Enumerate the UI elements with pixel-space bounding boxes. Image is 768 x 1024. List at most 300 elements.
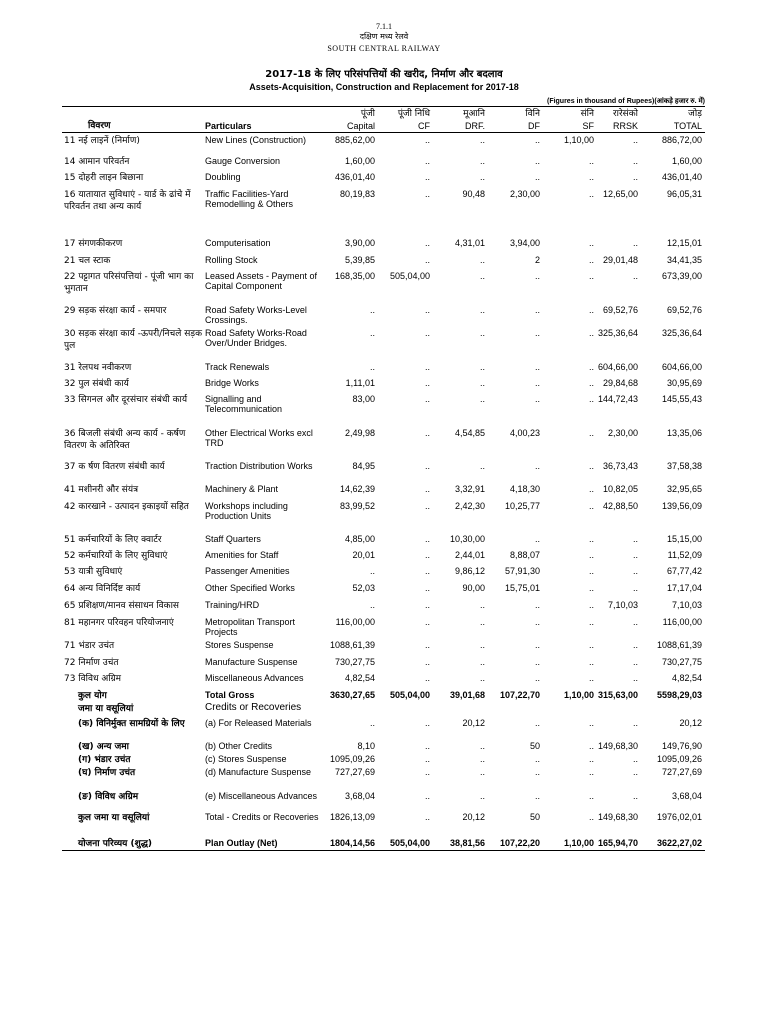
col-header-hindi: संनि [580, 109, 594, 119]
row-value: 505,04,00 [389, 271, 430, 281]
row-value: .. [424, 189, 430, 199]
row-value: 42,88,50 [602, 501, 638, 511]
row-value: 20,01 [352, 550, 375, 560]
row-value: 3630,27,65 [329, 690, 375, 700]
row-value: .. [534, 718, 540, 728]
row-label: Amenities for Staff [205, 550, 279, 560]
row-value: 39,01,68 [449, 690, 485, 700]
row-value: 3,94,00 [509, 238, 540, 248]
row-value: 1095,09,26 [329, 754, 375, 764]
row-value: 10,30,00 [449, 534, 485, 544]
row-label-hindi: 64 अन्य विनिर्दिष्ट कार्य [64, 584, 141, 594]
row-label-hindi: 29 सड़क संरक्षा कार्य - समपार [64, 306, 167, 316]
railway-name: SOUTH CENTRAL RAILWAY [327, 44, 441, 53]
row-value: 3622,27,02 [656, 838, 702, 848]
row-value: 3,68,04 [344, 791, 375, 801]
col-header-hindi: मूआनि [463, 109, 485, 119]
row-label: Workshops including Production Units [205, 501, 288, 521]
row-label: Machinery & Plant [205, 484, 279, 494]
row-value: .. [588, 484, 594, 494]
row-label-hindi: 72 निर्माण उचंत [64, 658, 119, 668]
row-value: 1,10,00 [563, 135, 594, 145]
row-value: 15,75,01 [504, 583, 540, 593]
row-label: Miscellaneous Advances [205, 673, 304, 683]
row-value: 29,84,68 [602, 378, 638, 388]
row-value: .. [632, 673, 638, 683]
row-value: .. [632, 640, 638, 650]
row-label-hindi: 31 रेलपथ नवीकरण [64, 363, 132, 373]
row-value: .. [632, 754, 638, 764]
row-value: 107,22,20 [499, 838, 540, 848]
row-value: .. [424, 484, 430, 494]
row-value: 604,66,00 [661, 362, 702, 372]
row-label-hindi: जमा या वसूलियां [78, 704, 134, 714]
row-label: Metropolitan Transport Projects [205, 617, 296, 637]
row-label: Passenger Amenities [205, 566, 290, 576]
row-value: 727,27,69 [661, 767, 702, 777]
row-value: .. [424, 566, 430, 576]
row-value: 4,54,85 [454, 428, 485, 438]
row-label-hindi: 51 कर्मचारियों के लिए क्वार्टर [64, 535, 162, 545]
row-value: 139,56,09 [661, 501, 702, 511]
row-label: Gauge Conversion [205, 156, 281, 166]
row-value: 20,12 [462, 718, 485, 728]
row-value: 20,12 [679, 718, 702, 728]
row-value: 5598,29,03 [656, 690, 702, 700]
row-value: 1088,61,39 [329, 640, 375, 650]
row-label-hindi: योजना परिव्यय (शुद्ध) [78, 839, 153, 849]
desc-header-hindi: विवरण [88, 121, 111, 131]
row-value: .. [588, 394, 594, 404]
row-label: Training/HRD [205, 600, 260, 610]
row-value: .. [424, 812, 430, 822]
row-value: .. [588, 238, 594, 248]
row-value: .. [479, 255, 485, 265]
row-value: 29,01,48 [602, 255, 638, 265]
row-value: 1,60,00 [344, 156, 375, 166]
row-value: .. [424, 600, 430, 610]
row-label: (d) Manufacture Suspense [205, 767, 312, 777]
row-value: .. [534, 791, 540, 801]
col-header: Capital [346, 121, 375, 131]
row-label-hindi: 42 कारखाने - उत्पादन इकाइयों सहित [64, 502, 189, 512]
row-label: Other Electrical Works excl TRD [205, 428, 313, 448]
row-value: .. [588, 550, 594, 560]
row-label: Doubling [205, 172, 241, 182]
row-value: 17,17,04 [666, 583, 702, 593]
row-value: 1804,14,56 [329, 838, 375, 848]
row-value: .. [588, 428, 594, 438]
row-label: Bridge Works [205, 378, 259, 388]
row-value: 57,91,30 [504, 566, 540, 576]
row-value: .. [588, 812, 594, 822]
row-label: New Lines (Construction) [205, 135, 307, 145]
row-value: .. [534, 754, 540, 764]
row-value: .. [632, 791, 638, 801]
row-value: 2,30,00 [509, 189, 540, 199]
row-value: .. [424, 428, 430, 438]
row-value: 5,39,85 [344, 255, 375, 265]
row-value: .. [534, 156, 540, 166]
row-value: .. [588, 566, 594, 576]
row-value: 730,27,75 [334, 657, 375, 667]
row-value: 149,76,90 [661, 741, 702, 751]
row-label-hindi: 11 नई लाइनें (निर्माण) [64, 136, 140, 146]
row-value: 436,01,40 [661, 172, 702, 182]
row-label: Rolling Stock [205, 255, 258, 265]
row-value: 4,31,01 [454, 238, 485, 248]
row-value: .. [424, 657, 430, 667]
row-label: Track Renewals [205, 362, 270, 372]
row-value: .. [534, 534, 540, 544]
row-label: Road Safety Works-Road Over/Under Bridges. [205, 328, 307, 348]
row-value: 2,49,98 [344, 428, 375, 438]
row-label-hindi: 14 आमान परिवर्तन [64, 157, 130, 167]
row-label-hindi: कुल योग [78, 691, 107, 701]
row-value: .. [588, 305, 594, 315]
row-value: 32,95,65 [666, 484, 702, 494]
bottom-rule [62, 850, 705, 851]
row-value: .. [369, 566, 375, 576]
row-value: .. [534, 271, 540, 281]
row-value: 9,86,12 [454, 566, 485, 576]
row-value: 37,58,38 [666, 461, 702, 471]
row-value: 2,42,30 [454, 501, 485, 511]
row-value: 12,65,00 [602, 189, 638, 199]
row-value: .. [424, 550, 430, 560]
row-label-hindi: 22 पट्टागत परिसंपत्तियां - पूंजी भाग का भुगतान [64, 272, 194, 294]
row-value: 1,10,00 [563, 690, 594, 700]
row-value: .. [479, 135, 485, 145]
row-value: .. [424, 394, 430, 404]
row-label-hindi: 32 पुल संबंधी कार्य [64, 379, 129, 389]
row-value: .. [479, 305, 485, 315]
row-value: .. [479, 600, 485, 610]
row-value: 1095,09,26 [656, 754, 702, 764]
row-value: .. [479, 640, 485, 650]
row-value: 12,15,01 [666, 238, 702, 248]
row-value: 107,22,70 [499, 690, 540, 700]
row-value: .. [632, 657, 638, 667]
row-value: 145,55,43 [661, 394, 702, 404]
row-value: 1,11,01 [345, 378, 375, 388]
row-value: .. [424, 172, 430, 182]
row-value: .. [534, 305, 540, 315]
row-value: .. [534, 767, 540, 777]
row-value: 80,19,83 [339, 189, 375, 199]
row-value: .. [588, 600, 594, 610]
row-label-hindi: (ख) अन्य जमा [78, 742, 129, 752]
row-value: 8,10 [357, 741, 375, 751]
row-value: .. [479, 271, 485, 281]
col-header: DF [528, 121, 540, 131]
row-value: .. [479, 657, 485, 667]
row-value: .. [534, 673, 540, 683]
col-header-hindi: जोड़ [688, 109, 702, 119]
row-value: .. [534, 461, 540, 471]
col-header-hindi: रारेसंको [612, 109, 638, 119]
row-value: 144,72,43 [597, 394, 638, 404]
row-label: Manufacture Suspense [205, 657, 298, 667]
row-value: .. [424, 156, 430, 166]
row-value: .. [369, 305, 375, 315]
row-value: 14,62,39 [339, 484, 375, 494]
row-value: 52,03 [352, 583, 375, 593]
row-value: .. [479, 673, 485, 683]
row-value: 505,04,00 [389, 838, 430, 848]
row-value: .. [588, 461, 594, 471]
row-value: .. [588, 741, 594, 751]
row-value: .. [424, 328, 430, 338]
row-label: Traffic Facilities-Yard Remodelling & Others [205, 189, 294, 209]
row-value: .. [424, 754, 430, 764]
row-value: .. [479, 461, 485, 471]
row-value: 604,66,00 [597, 362, 638, 372]
row-value: .. [424, 238, 430, 248]
row-value: .. [479, 172, 485, 182]
row-value: .. [632, 566, 638, 576]
row-value: .. [424, 767, 430, 777]
row-value: .. [534, 135, 540, 145]
row-value: 4,18,30 [509, 484, 540, 494]
title-english: Assets-Acquisition, Construction and Replacement for 2017-18 [249, 82, 519, 92]
row-label-hindi: 30 सड़क संरक्षा कार्य -ऊपरी/निचले सड़क पुल [64, 329, 203, 351]
row-value: .. [369, 600, 375, 610]
row-label-hindi: 71 भंडार उचंत [64, 641, 115, 651]
row-value: .. [632, 238, 638, 248]
col-header: DRF. [465, 121, 485, 131]
row-value: 4,82,54 [344, 673, 375, 683]
row-value: 10,25,77 [504, 501, 540, 511]
row-value: .. [632, 617, 638, 627]
row-value: 4,85,00 [344, 534, 375, 544]
row-label: Other Specified Works [205, 583, 295, 593]
row-value: .. [588, 718, 594, 728]
row-value: .. [424, 501, 430, 511]
row-label: Credits or Recoveries [205, 702, 302, 713]
row-value: .. [424, 617, 430, 627]
row-value: .. [424, 362, 430, 372]
row-value: .. [534, 640, 540, 650]
row-value: .. [632, 550, 638, 560]
row-label-hindi: 17 संगणकीकरण [64, 239, 123, 249]
title-hindi: 2017-18 के लिए परिसंपत्तियों की खरीद, निर्माण और बदलाव [265, 69, 503, 80]
row-value: 84,95 [352, 461, 375, 471]
row-value: 149,68,30 [597, 812, 638, 822]
row-value: 30,95,69 [666, 378, 702, 388]
row-value: 3,68,04 [671, 791, 702, 801]
row-value: .. [424, 378, 430, 388]
page-number: 7.1.1 [376, 22, 392, 31]
row-value: 886,72,00 [661, 135, 702, 145]
row-value: .. [534, 378, 540, 388]
row-value: 69,52,76 [602, 305, 638, 315]
row-value: .. [588, 791, 594, 801]
top-rule [62, 106, 705, 107]
row-value: 325,36,64 [597, 328, 638, 338]
row-label-hindi: 36 बिजली संबंधी अन्य कार्य - कर्षण वितरण के अतिरिक्त [64, 429, 186, 451]
railway-name-hindi: दक्षिण मध्य रेलवे [359, 32, 409, 41]
row-label: Computerisation [205, 238, 271, 248]
row-label-hindi: 53 यात्री सुविधाएं [64, 567, 123, 577]
row-value: .. [588, 189, 594, 199]
row-value: .. [588, 640, 594, 650]
row-label: Stores Suspense [205, 640, 274, 650]
header-rule [62, 132, 705, 133]
row-value: 1088,61,39 [656, 640, 702, 650]
row-value: 8,88,07 [509, 550, 540, 560]
row-label: Total - Credits or Recoveries [205, 812, 319, 822]
row-value: .. [479, 156, 485, 166]
row-label-hindi: कुल जमा या वसूलियां [78, 813, 150, 823]
row-value: .. [588, 767, 594, 777]
row-value: .. [424, 673, 430, 683]
row-value: 2,44,01 [454, 550, 485, 560]
row-value: 315,63,00 [597, 690, 638, 700]
row-value: 10,82,05 [602, 484, 638, 494]
col-header: TOTAL [673, 121, 702, 131]
row-value: 7,10,03 [671, 600, 702, 610]
col-header-hindi: पूंजी [360, 109, 375, 119]
row-label-hindi: 21 चल स्टाक [64, 256, 111, 266]
row-value: .. [632, 583, 638, 593]
row-label-hindi: (क) विनिर्मुक्त सामग्रियों के लिए [78, 719, 185, 729]
row-value: .. [588, 673, 594, 683]
row-label: (a) For Released Materials [205, 718, 312, 728]
row-label-hindi: 73 विविध अग्रिम [64, 674, 122, 684]
row-label-hindi: 16 यातायात सुविधाएं - यार्ड के ढांचे में परिवर्तन तथा अन्य कार्य [64, 190, 191, 212]
row-label-hindi: 33 सिगनल और दूरसंचार संबंधी कार्य [64, 395, 188, 405]
row-value: .. [534, 657, 540, 667]
row-value: 83,99,52 [339, 501, 375, 511]
row-value: 1826,13,09 [329, 812, 375, 822]
row-value: .. [479, 791, 485, 801]
row-value: .. [479, 328, 485, 338]
row-value: .. [424, 583, 430, 593]
row-value: .. [369, 718, 375, 728]
col-header: RRSK [612, 121, 638, 131]
figures-note: (Figures in thousand of Rupees)(आंकड़े हजार रु. में) [546, 98, 705, 105]
row-value: 885,62,00 [334, 135, 375, 145]
row-value: .. [424, 135, 430, 145]
row-value: .. [479, 362, 485, 372]
row-value: 165,94,70 [597, 838, 638, 848]
row-label-hindi: 15 दोहरी लाइन बिछाना [64, 173, 144, 183]
row-value: .. [632, 534, 638, 544]
row-value: .. [588, 754, 594, 764]
row-value: .. [479, 741, 485, 751]
row-value: .. [369, 328, 375, 338]
row-value: 15,15,00 [666, 534, 702, 544]
row-value: 96,05,31 [666, 189, 702, 199]
row-value: 1976,02,01 [656, 812, 702, 822]
row-value: .. [588, 172, 594, 182]
row-value: 2,30,00 [607, 428, 638, 438]
row-value: .. [632, 135, 638, 145]
row-value: .. [424, 534, 430, 544]
row-label-hindi: (ङ) विविध अग्रिम [78, 792, 139, 802]
row-value: .. [534, 362, 540, 372]
col-header: CF [418, 121, 430, 131]
row-value: 3,32,91 [454, 484, 485, 494]
row-value: 13,35,06 [666, 428, 702, 438]
row-value: .. [588, 255, 594, 265]
row-value: .. [588, 501, 594, 511]
row-label-hindi: (घ) निर्माण उचंत [78, 768, 136, 778]
desc-header-english: Particulars [205, 121, 252, 131]
row-value: 730,27,75 [661, 657, 702, 667]
row-value: .. [534, 328, 540, 338]
row-label: Traction Distribution Works [205, 461, 313, 471]
row-value: .. [424, 461, 430, 471]
row-value: .. [588, 657, 594, 667]
row-value: .. [588, 362, 594, 372]
row-label-hindi: 81 महानगर परिवहन परियोजनाएं [64, 618, 174, 628]
row-value: 116,00,00 [662, 617, 702, 627]
row-value: 4,00,23 [509, 428, 540, 438]
row-label-hindi: (ग) भंडार उचंत [78, 755, 131, 765]
row-value: 50 [529, 812, 540, 822]
row-value: 2 [534, 255, 540, 265]
row-value: 436,01,40 [334, 172, 375, 182]
row-value: .. [534, 394, 540, 404]
row-label: Signalling and Telecommunication [205, 394, 283, 414]
row-label: (b) Other Credits [205, 741, 273, 751]
row-value: 50 [529, 741, 540, 751]
row-value: .. [479, 754, 485, 764]
row-value: 325,36,64 [661, 328, 702, 338]
row-value: 67,77,42 [666, 566, 702, 576]
row-value: .. [534, 600, 540, 610]
row-label: (c) Stores Suspense [205, 754, 287, 764]
row-value: .. [424, 718, 430, 728]
row-label-hindi: 41 मशीनरी और संयंत्र [64, 485, 139, 495]
row-label-hindi: 37 क र्षण वितरण संबंधी कार्य [64, 462, 165, 472]
row-value: .. [534, 617, 540, 627]
row-value: .. [588, 156, 594, 166]
row-value: 83,00 [352, 394, 375, 404]
row-label: Plan Outlay (Net) [205, 838, 278, 848]
row-value: .. [534, 172, 540, 182]
row-label: Road Safety Works-Level Crossings. [205, 305, 307, 325]
row-value: .. [632, 271, 638, 281]
row-value: .. [632, 156, 638, 166]
row-value: 116,00,00 [335, 617, 375, 627]
row-value: 90,48 [462, 189, 485, 199]
row-label: Total Gross [205, 690, 255, 700]
row-value: 38,81,56 [449, 838, 485, 848]
row-value: .. [588, 583, 594, 593]
row-value: .. [424, 255, 430, 265]
row-value: .. [479, 394, 485, 404]
row-value: 4,82,54 [671, 673, 702, 683]
row-value: .. [479, 617, 485, 627]
row-label: Staff Quarters [205, 534, 261, 544]
row-label: (e) Miscellaneous Advances [205, 791, 318, 801]
row-value: 7,10,03 [607, 600, 638, 610]
row-value: .. [588, 617, 594, 627]
row-value: 69,52,76 [666, 305, 702, 315]
row-value: 11,52,09 [667, 550, 702, 560]
row-label-hindi: 52 कर्मचारियों के लिए सुविधाएं [64, 551, 168, 561]
row-value: 20,12 [462, 812, 485, 822]
col-header-hindi: विनि [525, 109, 540, 119]
row-label-hindi: 65 प्रशिक्षण/मानव संसाधन विकास [64, 601, 180, 611]
row-value: 34,41,35 [666, 255, 702, 265]
row-value: .. [424, 305, 430, 315]
row-value: .. [424, 640, 430, 650]
row-value: .. [632, 172, 638, 182]
